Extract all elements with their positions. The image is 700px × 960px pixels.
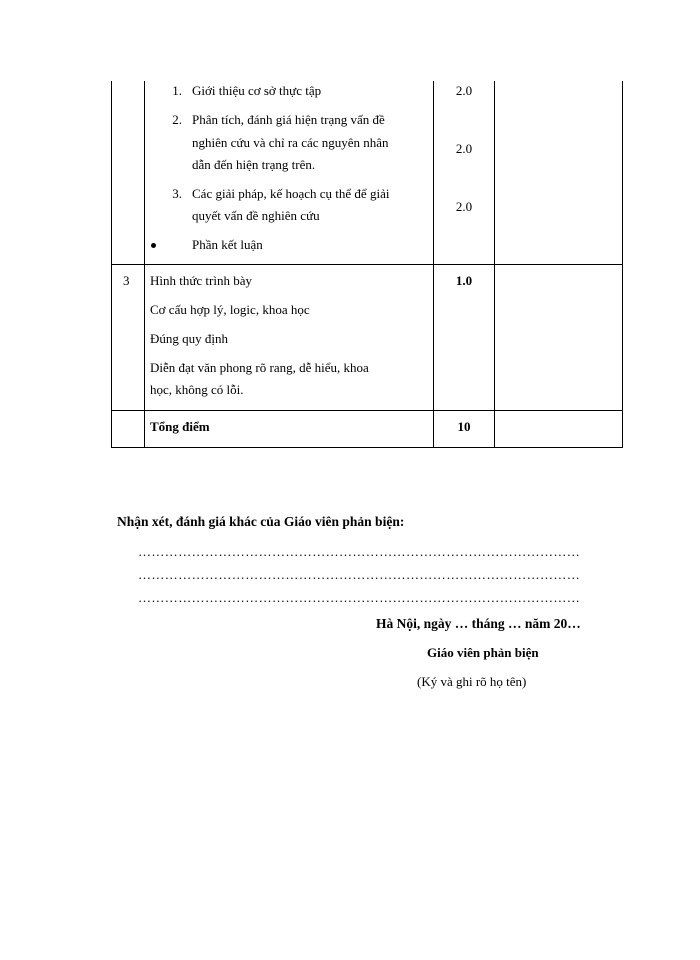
comment-line: ……………………………………………………………………………………… bbox=[138, 544, 581, 559]
item-text: dẫn đến hiện trạng trên. bbox=[192, 157, 316, 172]
item-score: 2.0 bbox=[455, 141, 473, 156]
date-line: Hà Nội, ngày … tháng … năm 20… bbox=[376, 616, 581, 631]
row-score: 1.0 bbox=[455, 273, 473, 288]
total-label: Tổng điểm bbox=[150, 419, 210, 434]
item-score: 2.0 bbox=[455, 199, 473, 214]
item-number: 2. bbox=[172, 112, 182, 127]
bullet-icon bbox=[151, 243, 156, 248]
criteria-text: học, không có lỗi. bbox=[150, 382, 244, 397]
item-text: Các giải pháp, kế hoạch cụ thể để giải bbox=[192, 186, 390, 201]
item-score: 2.0 bbox=[455, 83, 473, 98]
table-row-divider bbox=[111, 264, 623, 265]
total-score: 10 bbox=[457, 419, 471, 434]
row-title: Hình thức trình bày bbox=[150, 273, 253, 288]
item-text: Phần kết luận bbox=[192, 237, 263, 252]
evaluation-table bbox=[111, 81, 623, 448]
signer-role: Giáo viên phản biện bbox=[427, 645, 539, 660]
criteria-text: Đúng quy định bbox=[150, 331, 228, 346]
item-text: Phân tích, đánh giá hiện trạng vấn đề bbox=[192, 112, 385, 127]
row-index: 3 bbox=[123, 273, 130, 288]
comment-line: ……………………………………………………………………………………… bbox=[138, 567, 581, 582]
criteria-text: Diễn đạt văn phong rõ rang, dễ hiểu, khoa bbox=[150, 360, 369, 375]
item-text: Giới thiệu cơ sở thực tập bbox=[192, 83, 322, 98]
comments-title: Nhận xét, đánh giá khác của Giáo viên phản biện: bbox=[117, 514, 405, 529]
item-number: 3. bbox=[172, 186, 182, 201]
signature-note: (Ký và ghi rõ họ tên) bbox=[417, 674, 527, 689]
item-text: nghiên cứu và chỉ ra các nguyên nhân bbox=[192, 135, 389, 150]
item-text: quyết vấn đề nghiên cứu bbox=[192, 208, 320, 223]
table-border-bottom bbox=[111, 447, 623, 448]
comment-line: ……………………………………………………………………………………… bbox=[138, 590, 581, 605]
item-number: 1. bbox=[172, 83, 182, 98]
table-row-divider bbox=[111, 410, 623, 411]
criteria-text: Cơ cấu hợp lý, logic, khoa học bbox=[150, 302, 310, 317]
